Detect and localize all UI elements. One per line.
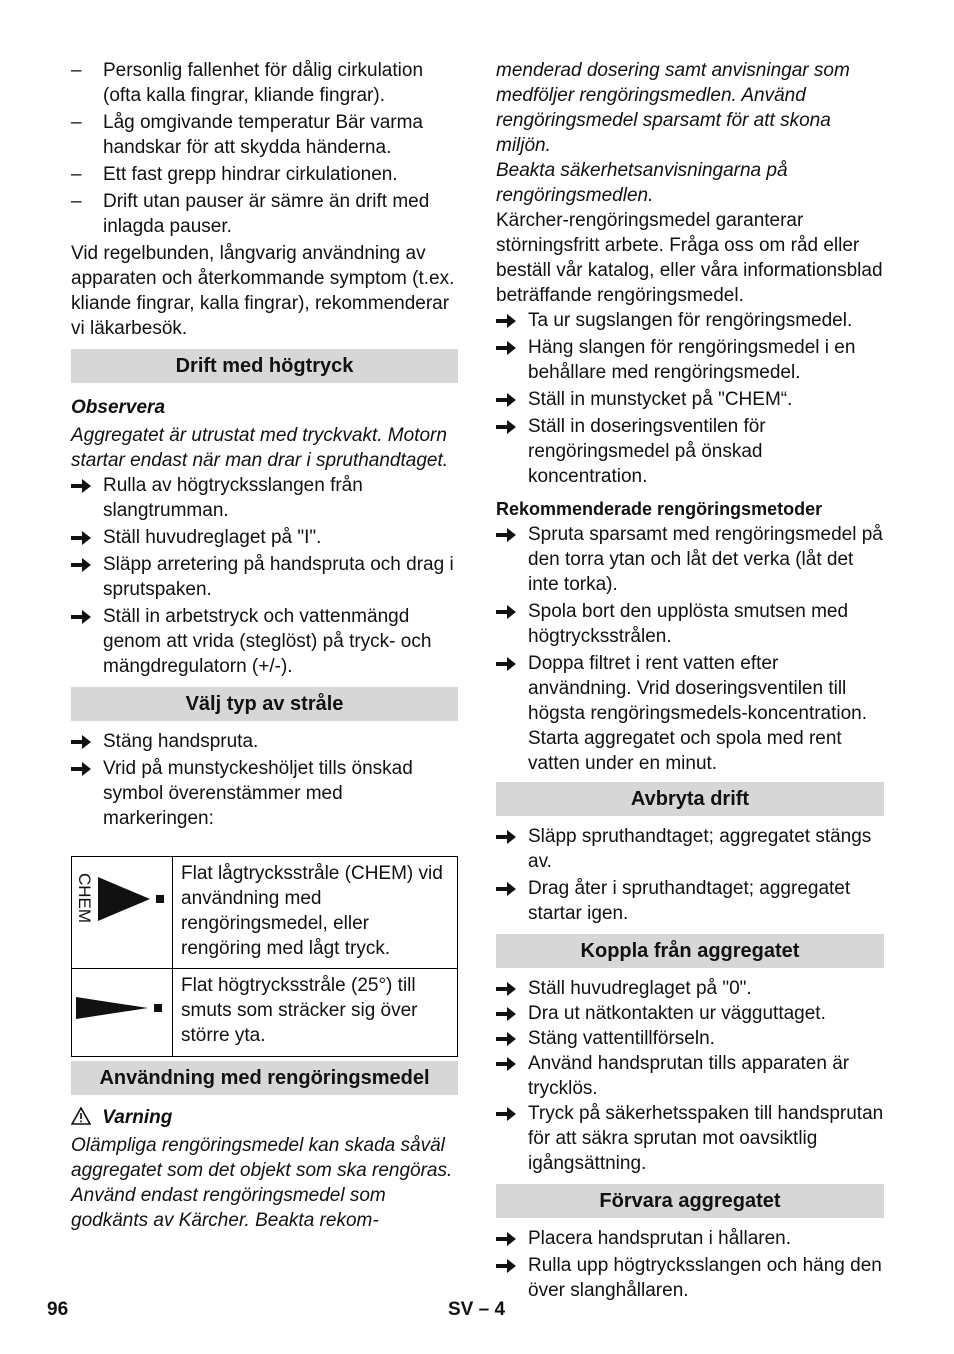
section-heading: Välj typ av stråle [71, 687, 458, 721]
list-item-text: Doppa filtret i rent vatten efter användning. Vrid doseringsventilen till högsta rengöringsmedels-koncentration. Starta aggregatet och spola med rent vatten under en minut. [528, 653, 868, 774]
chem-label: CHEM [75, 873, 94, 924]
list-item-text: Drag åter i spruthandtaget; aggregatet startar igen. [528, 878, 851, 924]
arrow-right-icon [496, 522, 520, 543]
list-item [496, 1026, 884, 1051]
dash-marker: – [71, 60, 82, 81]
list-item-text: Häng slangen för rengöringsmedel i en behållare med rengöringsmedel. [528, 337, 856, 383]
list-item [71, 756, 458, 831]
arrow-right-icon [71, 604, 95, 625]
step-list [71, 729, 458, 831]
list-item-text: Vrid på munstyckeshöljet tills önskad symbol överenstämmer med markeringen: [103, 758, 413, 829]
list-item [496, 522, 884, 597]
high-pressure-jet-icon [72, 969, 172, 1056]
list-item [496, 976, 884, 1001]
list-item [496, 824, 884, 874]
dash-list [71, 58, 458, 239]
step-list [496, 308, 884, 489]
list-item-text: Stäng handspruta. [103, 731, 259, 752]
note-label: Observera [71, 397, 166, 418]
methods-heading: Rekommenderade rengöringsmetoder [496, 499, 823, 519]
list-item-text: Använd handsprutan tills apparaten är trycklös. [528, 1053, 850, 1099]
list-item [496, 1226, 884, 1251]
step-list [496, 522, 884, 776]
right-column [496, 58, 884, 1305]
jet-type-table [71, 856, 458, 1057]
arrow-right-icon [496, 1253, 520, 1274]
section-heading: Koppla från aggregatet [496, 934, 884, 968]
list-item [71, 110, 458, 160]
list-item [71, 162, 458, 187]
intro-paragraph: Vid regelbunden, långvarig användning av apparaten och återkommande symptom (t.ex. kliande fingrar, kalla fingrar), rekommenderar vi läkarbesök. [71, 243, 455, 339]
list-item-text: Rulla upp högtrycksslangen och häng den över slanghållaren. [528, 1255, 882, 1301]
arrow-right-icon [496, 651, 520, 672]
list-item-text: Ta ur sugslangen för rengöringsmedel. [528, 310, 853, 331]
hp-jet-symbol [72, 969, 173, 1057]
list-item-text: Släpp arretering på handspruta och drag i sprutspaken. [103, 554, 454, 600]
list-item [496, 1253, 884, 1303]
list-item-text: Släpp spruthandtaget; aggregatet stängs av. [528, 826, 872, 872]
list-item [71, 525, 458, 550]
list-item-text: Stäng vattentillförseln. [528, 1028, 715, 1049]
table-cell: Flat lågtrycksstråle (CHEM) vid användning med rengöringsmedel, eller rengöring med lågt tryck. [173, 857, 458, 969]
list-item [496, 1001, 884, 1026]
table-cell: Flat högtrycksstråle (25°) till smuts som sträcker sig över större yta. [173, 969, 458, 1057]
step-list [496, 976, 884, 1176]
arrow-right-icon [496, 824, 520, 845]
arrow-right-icon [71, 525, 95, 546]
arrow-right-icon [496, 876, 520, 897]
list-item [496, 599, 884, 649]
arrow-right-icon [496, 599, 520, 620]
list-item-text: Placera handsprutan i hållaren. [528, 1228, 792, 1249]
list-item-text: Tryck på säkerhetsspaken till handsprutan för att säkra sprutan mot oavsiktlig igångsättning. [528, 1103, 884, 1174]
arrow-right-icon [71, 756, 95, 777]
arrow-right-icon [496, 1001, 520, 1022]
section-heading: Användning med rengöringsmedel [71, 1061, 458, 1095]
arrow-right-icon [496, 335, 520, 356]
list-item-text: Ställ in munstycket på "CHEM“. [528, 389, 793, 410]
chem-jet-symbol [72, 857, 173, 969]
warning-label: Varning [102, 1107, 173, 1128]
table-row [72, 857, 458, 969]
dash-marker: – [71, 164, 82, 185]
list-item [71, 552, 458, 602]
arrow-right-icon [496, 1051, 520, 1072]
list-item [71, 729, 458, 754]
arrow-right-icon [496, 414, 520, 435]
warning-continued: menderad dosering samt anvisningar som medföljer rengöringsmedlen. Använd rengöringsmedel sparsamt för att skona miljön. [496, 60, 850, 156]
list-item [496, 335, 884, 385]
step-list [71, 473, 458, 679]
section-heading: Drift med högtryck [71, 349, 458, 383]
warning-triangle-icon [71, 1107, 91, 1128]
list-item-text: Drift utan pauser är sämre än drift med inlagda pauser. [103, 191, 430, 237]
list-item-text: Ställ in doseringsventilen för rengöringsmedel på önskad koncentration. [528, 416, 766, 487]
language-page-label: SV – 4 [448, 1299, 506, 1320]
arrow-right-icon [71, 552, 95, 573]
list-item-text: Ett fast grepp hindrar cirkulationen. [103, 164, 398, 185]
list-item-text: Spola bort den upplösta smutsen med högtrycksstrålen. [528, 601, 849, 647]
arrow-right-icon [71, 473, 95, 494]
arrow-right-icon [496, 976, 520, 997]
dash-marker: – [71, 191, 82, 212]
dash-marker: – [71, 112, 82, 133]
list-item-text: Rulla av högtrycksslangen från slangtrumman. [103, 475, 363, 521]
arrow-right-icon [496, 308, 520, 329]
arrow-right-icon [496, 387, 520, 408]
list-item-text: Ställ huvudreglaget på "I". [103, 527, 322, 548]
list-item-text: Personlig fallenhet för dålig cirkulation (ofta kalla fingrar, kliande fingrar). [103, 60, 424, 106]
arrow-right-icon [71, 729, 95, 750]
list-item [71, 58, 458, 108]
safety-note: Beakta säkerhetsanvisningarna på rengöringsmedlen. [496, 160, 788, 206]
list-item [496, 651, 884, 776]
list-item [496, 387, 884, 412]
list-item [496, 1101, 884, 1176]
left-column [71, 58, 458, 1233]
warning-header [71, 1105, 458, 1130]
list-item-text: Dra ut nätkontakten ur vägguttaget. [528, 1003, 826, 1024]
karcher-paragraph: Kärcher-rengöringsmedel garanterar störningsfritt arbete. Fråga oss om råd eller beställ vår katalog, eller våra informationsblad beträffande rengöringsmedel. [496, 210, 883, 306]
list-item [71, 604, 458, 679]
list-item [496, 308, 884, 333]
list-item [71, 473, 458, 523]
list-item [496, 414, 884, 489]
arrow-right-icon [496, 1026, 520, 1047]
arrow-right-icon [496, 1226, 520, 1247]
page-number: 96 [47, 1299, 69, 1320]
step-list [496, 824, 884, 926]
section-heading: Avbryta drift [496, 782, 884, 816]
list-item [496, 1051, 884, 1101]
list-item [71, 189, 458, 239]
list-item [496, 876, 884, 926]
step-list [496, 1226, 884, 1303]
list-item-text: Spruta sparsamt med rengöringsmedel på den torra ytan och låt det verka (låt det inte torka). [528, 524, 883, 595]
note-text: Aggregatet är utrustat med tryckvakt. Motorn startar endast när man drar i spruthandtaget. [71, 425, 449, 471]
table-row [72, 969, 458, 1057]
section-heading: Förvara aggregatet [496, 1184, 884, 1218]
list-item-text: Ställ in arbetstryck och vattenmängd genom att vrida (steglöst) på tryck- och mängdregulatorn (+/-). [103, 606, 432, 677]
list-item-text: Ställ huvudreglaget på "0". [528, 978, 752, 999]
arrow-right-icon [496, 1101, 520, 1122]
warning-text: Olämpliga rengöringsmedel kan skada såväl aggregatet som det objekt som ska rengöras. Använd endast rengöringsmedel som godkänts av Kärcher. Beakta rekom- [71, 1135, 453, 1231]
list-item-text: Låg omgivande temperatur Bär varma handskar för att skydda händerna. [103, 112, 423, 158]
